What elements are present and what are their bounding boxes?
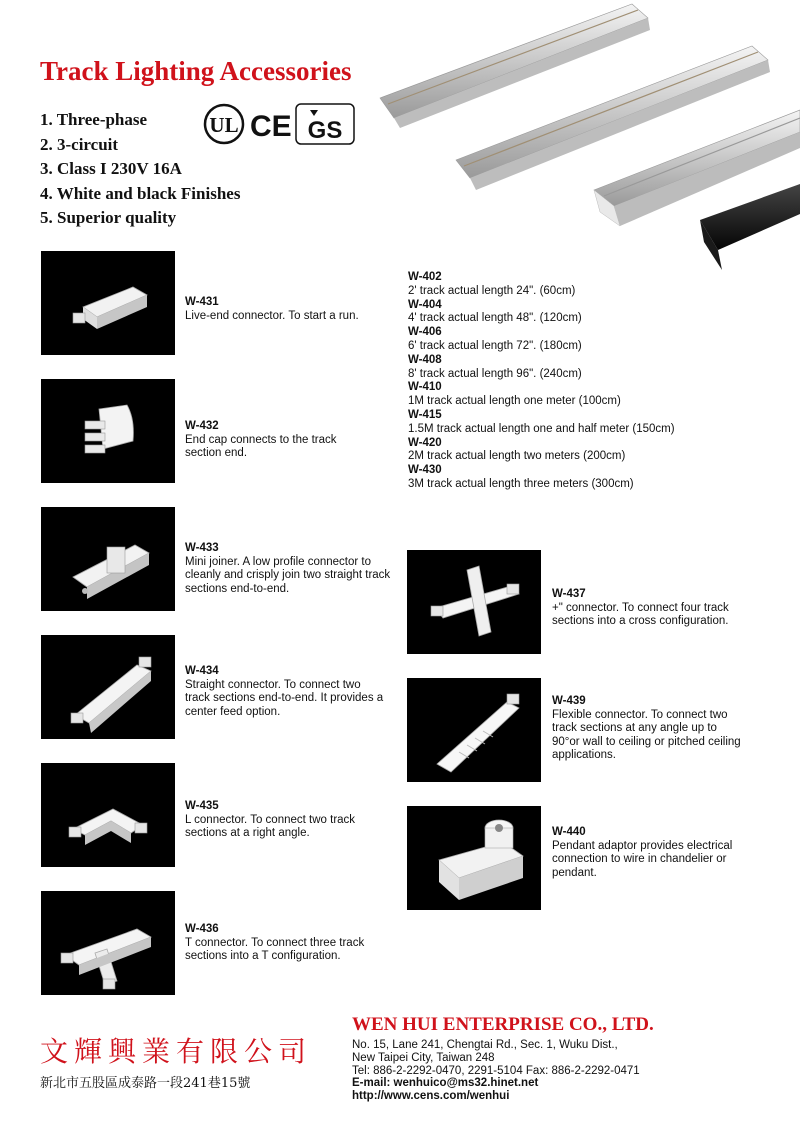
live-end-connector-image (73, 287, 147, 329)
product-code: W-431 (185, 296, 219, 308)
product-desc-w440 (552, 826, 742, 880)
product-text: Flexible connector. To connect two track sections at any angle up to 90°or wall to ceiling or pitched ceiling applications. (552, 708, 741, 761)
product-text: Mini joiner. A low profile connector to cleanly and crisply join two straight track sections end-to-end. (185, 555, 391, 595)
track-text: 1M track actual length one meter (100cm) (408, 395, 621, 408)
track-code: W-408 (408, 353, 442, 366)
t-connector-image (61, 929, 151, 989)
email-address[interactable]: E-mail: wenhuico@ms32.hinet.net (352, 1077, 539, 1090)
track-length-list (408, 271, 675, 492)
product-text: L connector. To connect two track sections at a right angle. (185, 813, 356, 839)
product-photo-w437 (407, 550, 541, 654)
track-text: 3M track actual length three meters (300cm) (408, 477, 634, 490)
svg-text:UL: UL (209, 113, 239, 137)
product-code: W-439 (552, 695, 586, 707)
track-code: W-406 (408, 326, 442, 339)
product-desc-w434 (185, 665, 385, 719)
feature-item: 2. 3-circuit (40, 134, 119, 154)
track-text: 1.5M track actual length one and half meter (150cm) (408, 422, 675, 435)
track-code: W-410 (408, 381, 442, 394)
end-cap-image (85, 405, 133, 453)
track-code: W-420 (408, 436, 442, 449)
track-code: W-404 (408, 298, 442, 311)
pendant-adaptor-image (439, 820, 523, 900)
product-photo-w433 (41, 507, 175, 611)
product-photo-w435 (41, 763, 175, 867)
chinese-address: 新北市五股區成泰路一段241巷15號 (40, 1076, 251, 1091)
track-text: 8' track actual length 96". (240cm) (408, 367, 582, 380)
product-desc-w439 (552, 695, 742, 763)
product-text: Pendant adaptor provides electrical connection to wire in chandelier or pendant. (552, 839, 733, 879)
certification-logos (200, 98, 360, 150)
address-line-1: No. 15, Lane 241, Chengtai Rd., Sec. 1, Wuku Dist., (352, 1039, 618, 1051)
track-sections-illustration (370, 0, 800, 275)
product-text: +" connector. To connect four track sections into a cross configuration. (552, 601, 729, 627)
mini-joiner-image (73, 545, 149, 599)
track-text: 6' track actual length 72". (180cm) (408, 339, 582, 352)
track-text: 2M track actual length two meters (200cm) (408, 450, 626, 463)
gs-logo (296, 104, 354, 144)
feature-item: 4. White and black Finishes (40, 183, 241, 203)
company-name: WEN HUI ENTERPRISE CO., LTD. (352, 1014, 654, 1035)
l-connector-image (69, 809, 147, 845)
feature-item: 3. Class I 230V 16A (40, 159, 182, 178)
product-text: Live-end connector. To start a run. (185, 309, 359, 322)
product-desc-w435 (185, 800, 395, 841)
product-desc-w431 (185, 296, 395, 323)
product-photo-w432 (41, 379, 175, 483)
product-text: End cap connects to the track section end. (185, 433, 337, 459)
page-title: Track Lighting Accessories (40, 56, 352, 86)
track-code: W-402 (408, 271, 442, 283)
product-photo-w434 (41, 635, 175, 739)
feature-item: 5. Superior quality (40, 208, 177, 227)
feature-item: 1. Three-phase (40, 110, 148, 129)
product-code: W-437 (552, 588, 586, 600)
address-line-2: New Taipei City, Taiwan 248 (352, 1051, 495, 1064)
ul-logo (205, 105, 243, 143)
track-code: W-415 (408, 408, 442, 421)
product-desc-w437 (552, 588, 742, 629)
product-code: W-440 (552, 826, 586, 838)
product-text: T connector. To connect three track sections into a T configuration. (185, 936, 365, 962)
website-link[interactable]: http://www.cens.com/wenhui (352, 1090, 510, 1103)
track-text: 2' track actual length 24". (60cm) (408, 284, 576, 297)
product-text: Straight connector. To connect two track sections end-to-end. It provides a center feed option. (185, 678, 384, 718)
product-desc-w432 (185, 420, 375, 461)
svg-text:CE: CE (250, 110, 292, 143)
product-code: W-432 (185, 420, 219, 432)
cross-connector-image (431, 566, 519, 636)
product-desc-w436 (185, 923, 375, 964)
ce-logo (250, 110, 292, 143)
flexible-connector-image (437, 694, 519, 772)
product-code: W-435 (185, 800, 219, 812)
product-code: W-436 (185, 923, 219, 935)
product-photo-w440 (407, 806, 541, 910)
chinese-company-name: 文輝興業有限公司 (40, 1035, 313, 1068)
black-track (700, 184, 800, 270)
contact-block (352, 1039, 640, 1103)
phone-fax: Tel: 886-2-2292-0470, 2291-5104 Fax: 886-2-2292-0471 (352, 1064, 640, 1077)
product-code: W-433 (185, 542, 219, 554)
track-text: 4' track actual length 48". (120cm) (408, 312, 582, 325)
track-code: W-430 (408, 464, 442, 477)
product-desc-w433 (185, 542, 395, 596)
product-photo-w436 (41, 891, 175, 995)
product-code: W-434 (185, 665, 219, 677)
straight-connector-image (71, 657, 151, 733)
product-photo-w431 (41, 251, 175, 355)
product-photo-w439 (407, 678, 541, 782)
svg-text:GS: GS (307, 117, 343, 144)
